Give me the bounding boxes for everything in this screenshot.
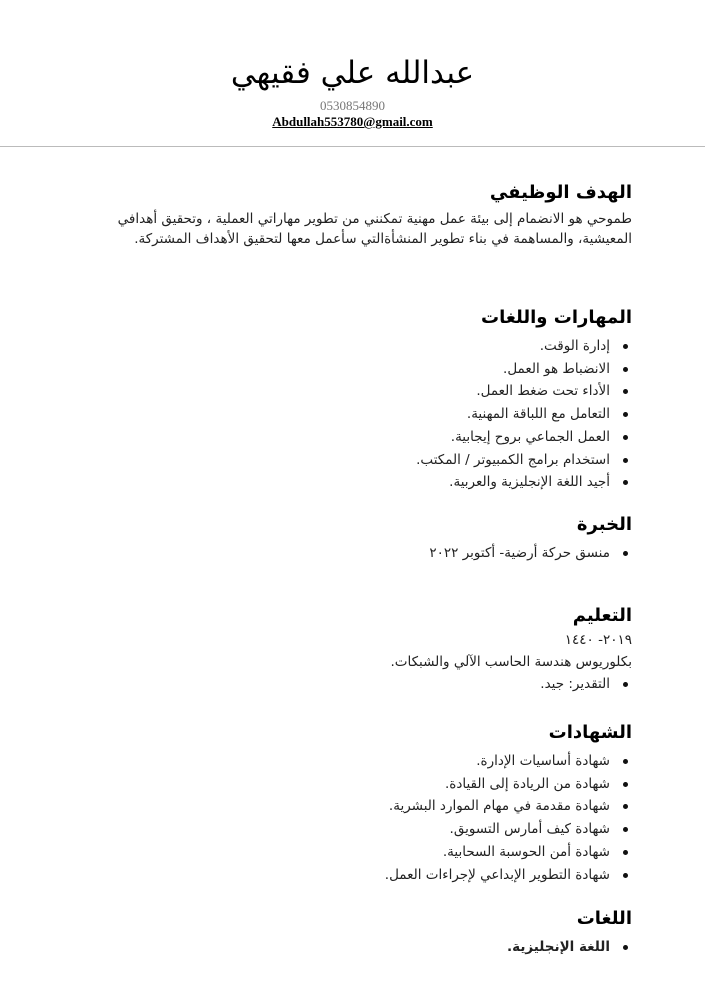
- education-list: [102, 673, 632, 696]
- resume-header: [0, 52, 705, 130]
- list-item: اللغة الإنجليزية.: [102, 936, 610, 959]
- certificates-list: [102, 750, 632, 886]
- phone-number: 0530854890: [320, 98, 385, 113]
- languages-list: [102, 936, 632, 959]
- objective-text: طموحي هو الانضمام إلى بيئة عمل مهنية تمكنني من تطوير مهاراتي العملية ، وتحقيق أهدافي المعيشية، والمساهمة في بناء تطوير المنشأةالتي سأعمل معها لتحقيق الأهداف المشتركة.: [117, 211, 632, 247]
- list-item: التعامل مع اللباقة المهنية.: [102, 403, 610, 426]
- list-item: الأداء تحت ضغط العمل.: [102, 380, 610, 403]
- experience-heading: الخبرة: [576, 514, 632, 535]
- certificates-section: [102, 720, 632, 886]
- list-item: شهادة أمن الحوسبة السحابية.: [102, 841, 610, 864]
- languages-section: [102, 906, 632, 959]
- list-item: الانضباط هو العمل.: [102, 358, 610, 381]
- education-heading: التعليم: [572, 605, 632, 626]
- header-divider: [0, 146, 705, 147]
- education-years: ٢٠١٩- ١٤٤٠: [564, 632, 632, 648]
- email-link[interactable]: Abdullah553780@gmail.com: [272, 114, 433, 129]
- skills-heading: المهارات واللغات: [481, 307, 632, 328]
- list-item: استخدام برامج الكمبيوتر / المكتب.: [102, 449, 610, 472]
- list-item: أجيد اللغة الإنجليزية والعربية.: [102, 471, 610, 494]
- skills-section: [102, 305, 632, 494]
- list-item: شهادة التطوير الإبداعي لإجراءات العمل.: [102, 864, 610, 887]
- list-item: إدارة الوقت.: [102, 335, 610, 358]
- list-item: شهادة من الريادة إلى القيادة.: [102, 773, 610, 796]
- experience-section: [102, 512, 632, 565]
- education-degree: بكلوريوس هندسة الحاسب الآلي والشبكات.: [390, 654, 632, 670]
- certificates-heading: الشهادات: [548, 722, 632, 743]
- languages-heading: اللغات: [576, 908, 632, 929]
- list-item: شهادة أساسيات الإدارة.: [102, 750, 610, 773]
- list-item: شهادة كيف أمارس التسويق.: [102, 818, 610, 841]
- list-item: شهادة مقدمة في مهام الموارد البشرية.: [102, 795, 610, 818]
- education-section: [102, 603, 632, 696]
- candidate-name: عبدالله علي فقيهي: [230, 55, 475, 91]
- objective-heading: الهدف الوظيفي: [489, 182, 632, 203]
- objective-section: [102, 180, 632, 249]
- experience-list: [102, 542, 632, 565]
- list-item: العمل الجماعي بروح إيجابية.: [102, 426, 610, 449]
- list-item: منسق حركة أرضية- أكتوبر ٢٠٢٢: [102, 542, 610, 565]
- skills-list: [102, 335, 632, 494]
- list-item: التقدير: جيد.: [102, 673, 610, 696]
